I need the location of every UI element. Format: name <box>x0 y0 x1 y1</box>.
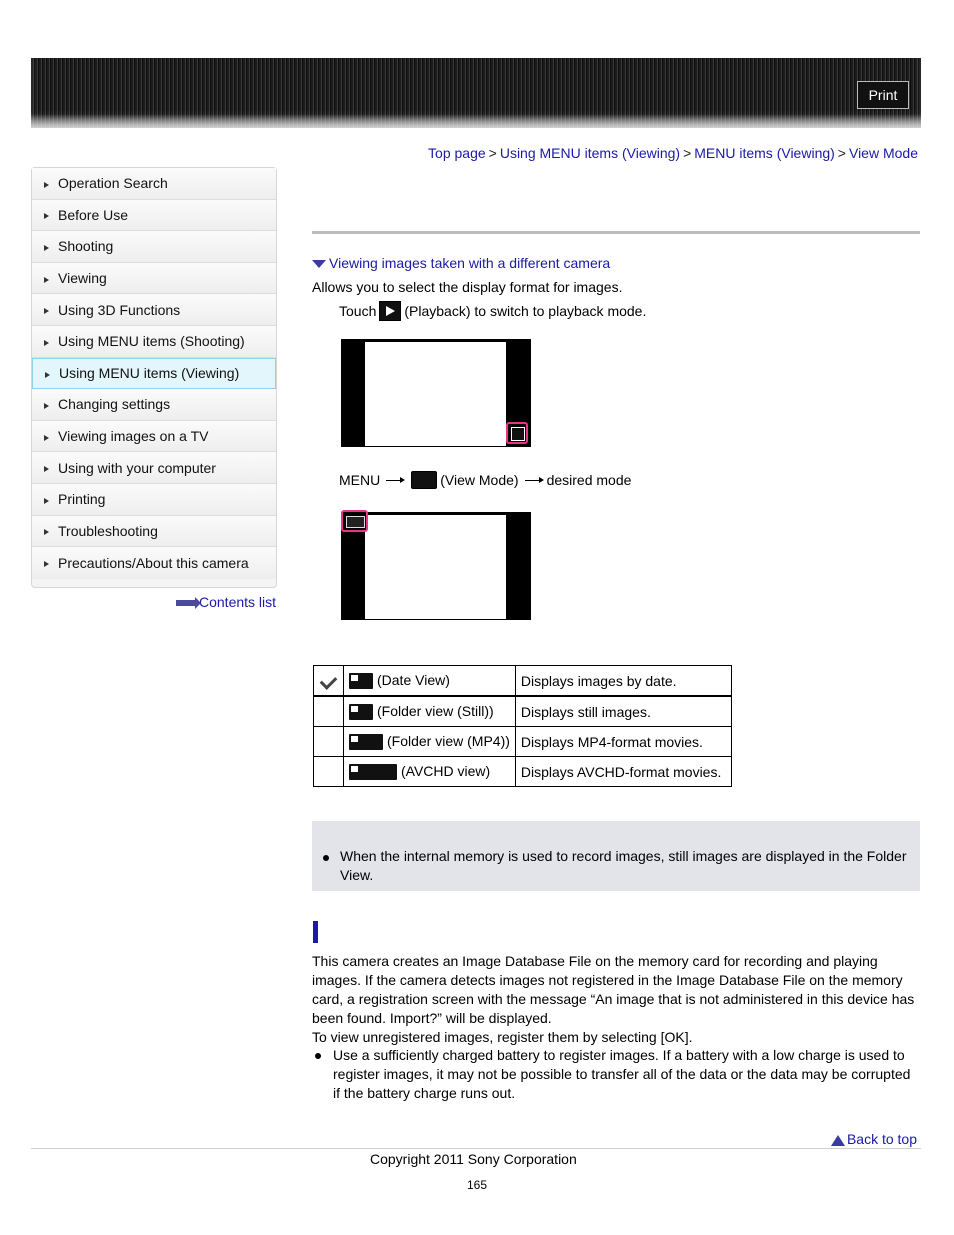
breadcrumb-view-mode[interactable]: View Mode <box>848 145 918 161</box>
checkmark-icon <box>320 672 338 690</box>
anchor-link-different-camera[interactable] <box>312 255 610 271</box>
sidebar-item-viewing-on-tv[interactable] <box>32 421 276 453</box>
view-mode-table <box>313 665 732 787</box>
mode-name-cell <box>344 666 516 697</box>
sidebar-item-operation-search[interactable] <box>32 168 276 200</box>
step-2-menu: MENU <box>339 472 381 488</box>
sidebar-item-label: Printing <box>58 491 106 508</box>
sidebar-item-troubleshooting[interactable] <box>32 516 276 548</box>
breadcrumb <box>428 145 918 161</box>
arrow-right-icon <box>45 372 50 378</box>
sidebar-item-label: Precautions/About this camera <box>58 554 249 571</box>
menu-screen-illustration <box>341 512 531 620</box>
sidebar-item-label: Before Use <box>58 206 129 223</box>
arrow-right-icon <box>44 182 49 188</box>
arrow-right-icon <box>44 498 49 504</box>
avchd-view-icon <box>349 764 397 780</box>
mode-name-cell <box>344 696 516 727</box>
bullet-icon <box>323 855 329 861</box>
arrow-right-icon <box>44 435 49 441</box>
sidebar-item-menu-shooting[interactable] <box>32 326 276 358</box>
sidebar-item-label: Troubleshooting <box>58 522 158 539</box>
breadcrumb-using-menu-viewing[interactable]: Using MENU items (Viewing) <box>499 145 681 161</box>
arrow-right-icon <box>44 213 49 219</box>
sidebar-item-changing-settings[interactable] <box>32 389 276 421</box>
paragraph-2: To view unregistered images, register them by selecting [OK]. <box>312 1029 693 1045</box>
breadcrumb-top-page[interactable]: Top page <box>428 145 486 161</box>
folder-still-icon <box>349 704 373 720</box>
sidebar-item-label: Viewing images on a TV <box>58 428 209 445</box>
contents-list-link[interactable] <box>176 594 276 610</box>
sidebar-item-label: Shooting <box>58 238 114 255</box>
playback-icon <box>379 301 401 321</box>
mode-desc-cell: Displays still images. <box>515 696 731 727</box>
mode-name: (Folder view (Still)) <box>377 702 494 719</box>
selected-cell <box>314 757 344 787</box>
table-row <box>314 666 732 697</box>
sidebar-item-label: Using with your computer <box>58 459 216 476</box>
anchor-link-label: Viewing images taken with a different camera <box>329 255 611 271</box>
step-2-middle: (View Mode) <box>440 472 519 488</box>
contents-list-label: Contents list <box>199 594 277 610</box>
sidebar-item-label: Viewing <box>58 270 107 287</box>
battery-bullet <box>312 1046 920 1103</box>
bullet-icon <box>315 1053 321 1059</box>
sidebar-item-label: Operation Search <box>58 175 168 192</box>
menu-button-highlight <box>341 510 368 532</box>
screen-area <box>365 515 506 619</box>
breadcrumb-separator: > <box>837 145 846 161</box>
mode-name: (Date View) <box>377 671 450 688</box>
sidebar-item-shooting[interactable] <box>32 231 276 263</box>
note-text: When the internal memory is used to record images, still images are displayed in the Folder View. <box>340 848 907 883</box>
mode-name-cell <box>344 757 516 787</box>
sidebar-item-before-use[interactable] <box>32 200 276 232</box>
arrow-right-icon <box>44 277 49 283</box>
section-heading-bar <box>313 921 318 943</box>
triangle-down-icon <box>312 260 326 268</box>
selected-cell <box>314 727 344 757</box>
triangle-up-icon <box>831 1135 845 1146</box>
sidebar-nav <box>31 167 277 588</box>
bullet-text: Use a sufficiently charged battery to register images. If a battery with a low charge is used to register images, it may not be possible to transfer all of the data or the data may be corrupted if the battery charge runs out. <box>333 1047 911 1101</box>
arrow-right-icon <box>525 480 541 481</box>
sidebar-item-label: Using MENU items (Viewing) <box>59 365 240 382</box>
title-divider <box>312 231 920 234</box>
step-1-prefix: Touch <box>339 303 377 319</box>
sidebar-item-viewing[interactable] <box>32 263 276 295</box>
back-to-top-label: Back to top <box>846 1131 917 1147</box>
sidebar-item-label: Changing settings <box>58 396 171 413</box>
selected-cell <box>314 666 344 697</box>
mode-desc-cell: Displays AVCHD-format movies. <box>515 757 731 787</box>
date-view-icon <box>349 673 373 689</box>
sidebar-item-label: Using 3D Functions <box>58 301 181 318</box>
step-2-end: desired mode <box>546 472 632 488</box>
table-row <box>314 727 732 757</box>
breadcrumb-separator: > <box>683 145 692 161</box>
arrow-right-icon <box>386 480 402 481</box>
paragraph-1: This camera creates an Image Database File on the memory card for recording and playing images. If the camera detects images not registered in the Image Database File on the memory card, a registration screen with the message “An image that is not administered in this device has been found. Import?” will be displayed. <box>312 953 915 1026</box>
selected-cell <box>314 696 344 727</box>
mode-name: (AVCHD view) <box>401 762 491 779</box>
playback-button-highlight <box>506 422 528 444</box>
step-2 <box>339 471 631 489</box>
step-1 <box>339 301 646 321</box>
table-row <box>314 757 732 787</box>
note-box <box>312 821 920 891</box>
arrow-right-icon <box>176 600 196 606</box>
arrow-right-icon <box>44 403 49 409</box>
arrow-right-icon <box>44 466 49 472</box>
breadcrumb-menu-items-viewing[interactable]: MENU items (Viewing) <box>694 145 835 161</box>
view-mode-icon <box>411 471 437 489</box>
breadcrumb-separator: > <box>488 145 497 161</box>
menu-icon <box>346 516 365 528</box>
sidebar-item-with-computer[interactable] <box>32 452 276 484</box>
mode-desc-cell: Displays MP4-format movies. <box>515 727 731 757</box>
screen-area <box>365 342 506 446</box>
database-paragraph <box>312 952 920 1047</box>
arrow-right-icon <box>44 245 49 251</box>
sidebar-item-label: Using MENU items (Shooting) <box>58 333 245 350</box>
mode-name-cell <box>344 727 516 757</box>
folder-mp4-icon <box>349 734 383 750</box>
arrow-right-icon <box>44 529 49 535</box>
sidebar-item-menu-viewing[interactable] <box>32 358 276 390</box>
page-number: 165 <box>467 1178 488 1192</box>
page-header <box>31 58 921 128</box>
back-to-top-link[interactable] <box>831 1131 917 1147</box>
intro-text: Allows you to select the display format for images. <box>312 279 623 295</box>
sidebar-item-precautions[interactable] <box>32 547 276 579</box>
arrow-right-icon <box>44 340 49 346</box>
mode-name: (Folder view (MP4)) <box>387 732 510 749</box>
playback-screen-illustration <box>341 339 531 447</box>
print-button[interactable]: Print <box>857 81 909 109</box>
mode-desc-cell: Displays images by date. <box>515 666 731 697</box>
arrow-right-icon <box>44 561 49 567</box>
copyright: Copyright 2011 Sony Corporation <box>370 1151 577 1167</box>
arrow-right-icon <box>44 308 49 314</box>
sidebar-item-3d-functions[interactable] <box>32 294 276 326</box>
footer-divider <box>31 1148 921 1149</box>
step-1-suffix: (Playback) to switch to playback mode. <box>404 303 647 319</box>
sidebar-item-printing[interactable] <box>32 484 276 516</box>
table-row <box>314 696 732 727</box>
